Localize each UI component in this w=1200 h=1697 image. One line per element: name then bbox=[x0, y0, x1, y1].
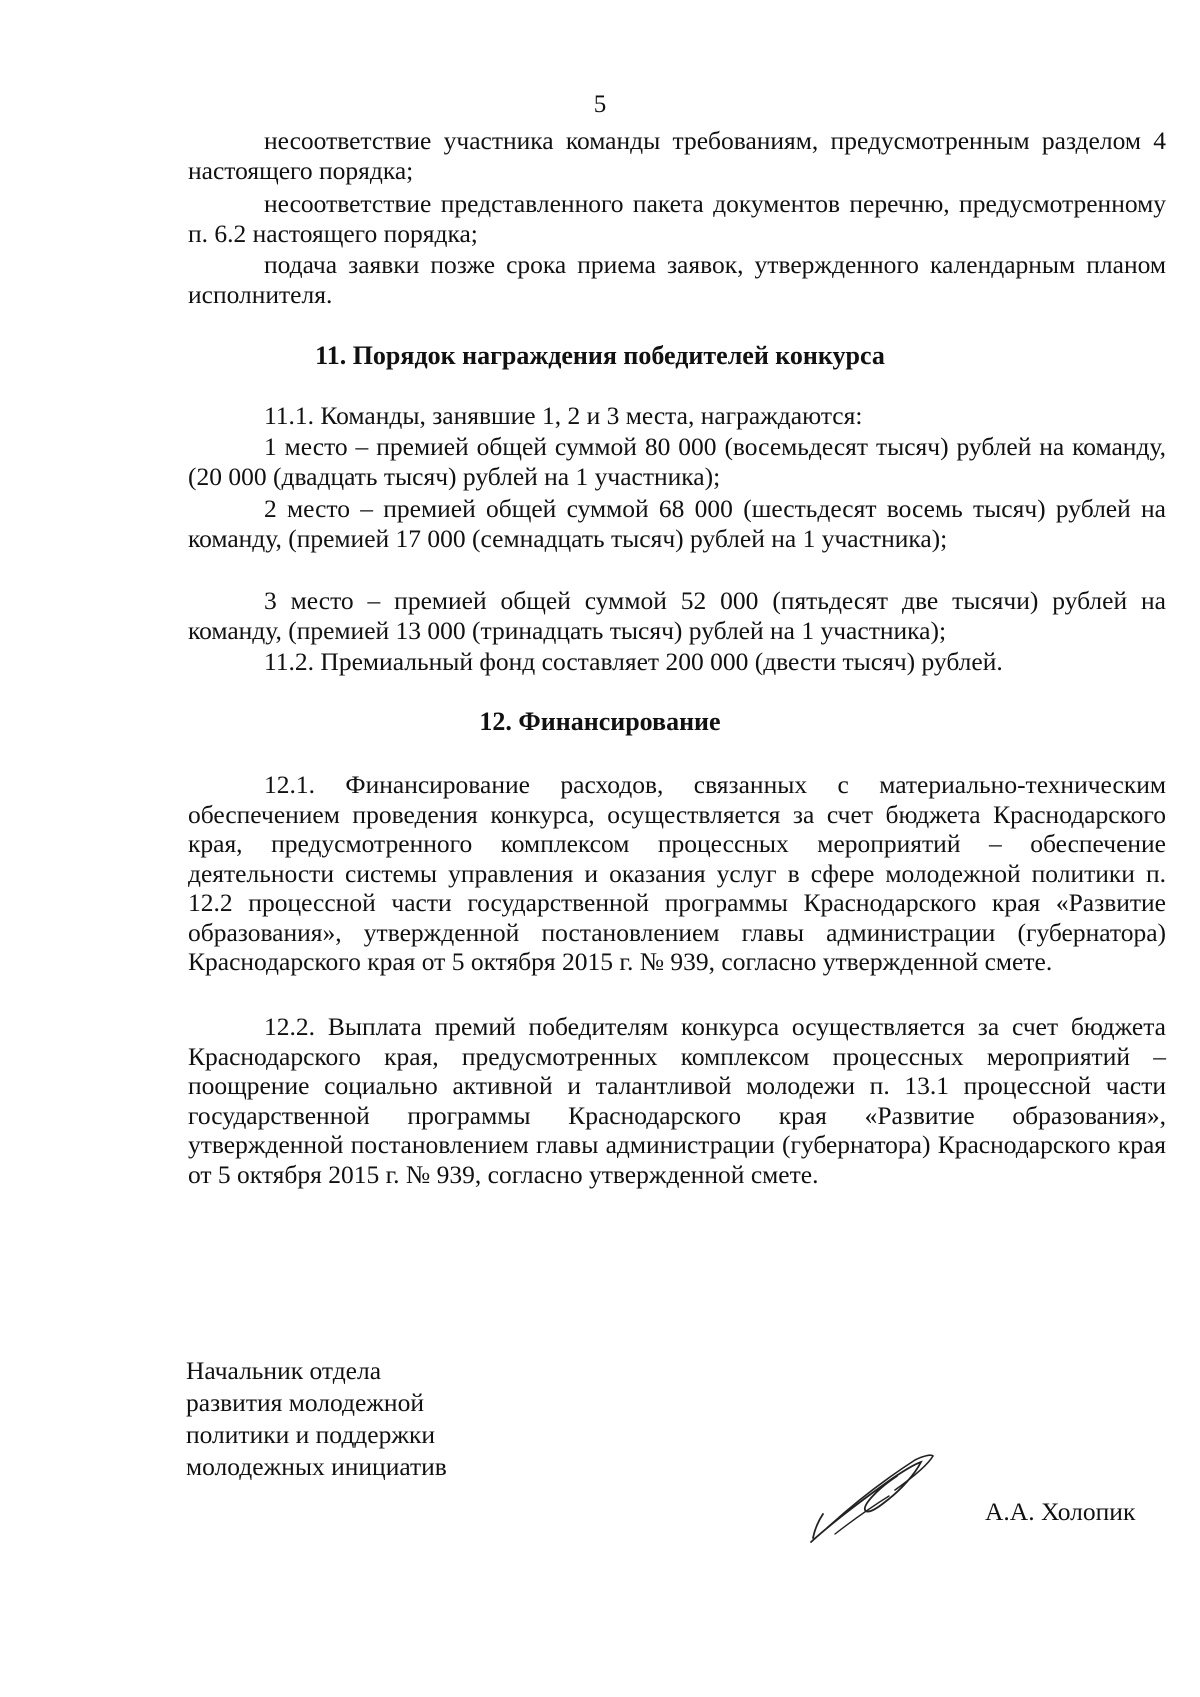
section-11-paragraph-1: 11.1. Команды, занявшие 1, 2 и 3 места, награждаются: bbox=[264, 401, 863, 430]
ground-paragraph-2: несоответствие представленного пакета документов перечню, предусмотренному п. 6.2 настоящего порядка; bbox=[188, 189, 1166, 248]
section-12-paragraph-1: 12.1. Финансирование расходов, связанных с материально-техническим обеспечением проведения конкурса, осуществляется за счет бюджета Краснодарского края, предусмотренного комплексом процессных мероприятий – обеспечение деятельности системы управления и оказания услуг в сфере молодежной политики п. 12.2 процессной части государственной программы Краснодарского края «Развитие образования», утвержденной постановлением главы администрации (губернатора) Краснодарского края от 5 октября 2015 г. № 939, согласно утвержденной смете. bbox=[188, 770, 1166, 976]
ground-paragraph-1: несоответствие участника команды требованиям, предусмотренным разделом 4 настоящего порядка; bbox=[188, 126, 1166, 185]
section-11-heading: 11. Порядок награждения победителей конкурса bbox=[315, 341, 885, 370]
ground-paragraph-3: подача заявки позже срока приема заявок, утвержденного календарным планом исполнителя. bbox=[188, 250, 1166, 309]
page-number: 5 bbox=[593, 91, 607, 118]
signatory-position-line-4: молодежных инициатив bbox=[186, 1452, 447, 1481]
section-11-paragraph-5: 11.2. Премиальный фонд составляет 200 000 (двести тысяч) рублей. bbox=[264, 647, 1003, 676]
signatory-position bbox=[186, 1355, 447, 1483]
section-11-paragraph-2: 1 место – премией общей суммой 80 000 (восемьдесят тысяч) рублей на команду, (20 000 (двадцать тысяч) рублей на 1 участника); bbox=[188, 432, 1166, 491]
signatory-position-line-1: Начальник отдела bbox=[186, 1356, 382, 1385]
section-11-paragraph-3: 2 место – премией общей суммой 68 000 (шестьдесят восемь тысяч) рублей на команду, (премией 17 000 (семнадцать тысяч) рублей на 1 участника); bbox=[188, 494, 1166, 553]
signatory-position-line-3: политики и поддержки bbox=[186, 1420, 435, 1449]
section-12-heading: 12. Финансирование bbox=[479, 707, 721, 736]
section-11-paragraph-4: 3 место – премией общей суммой 52 000 (пятьдесят две тысячи) рублей на команду, (премией 13 000 (тринадцать тысяч) рублей на 1 участника); bbox=[188, 586, 1166, 645]
signatory-position-line-2: развития молодежной bbox=[186, 1388, 424, 1417]
handwritten-signature bbox=[805, 1450, 955, 1550]
section-12-paragraph-2: 12.2. Выплата премий победителям конкурса осуществляется за счет бюджета Краснодарского края, предусмотренных комплексом процессных мероприятий – поощрение социально активной и талантливой молодежи п. 13.1 процессной части государственной программы Краснодарского края «Развитие образования», утвержденной постановлением главы администрации (губернатора) Краснодарского края от 5 октября 2015 г. № 939, согласно утвержденной смете. bbox=[188, 1012, 1166, 1189]
signatory-name: А.А. Холопик bbox=[985, 1497, 1136, 1526]
